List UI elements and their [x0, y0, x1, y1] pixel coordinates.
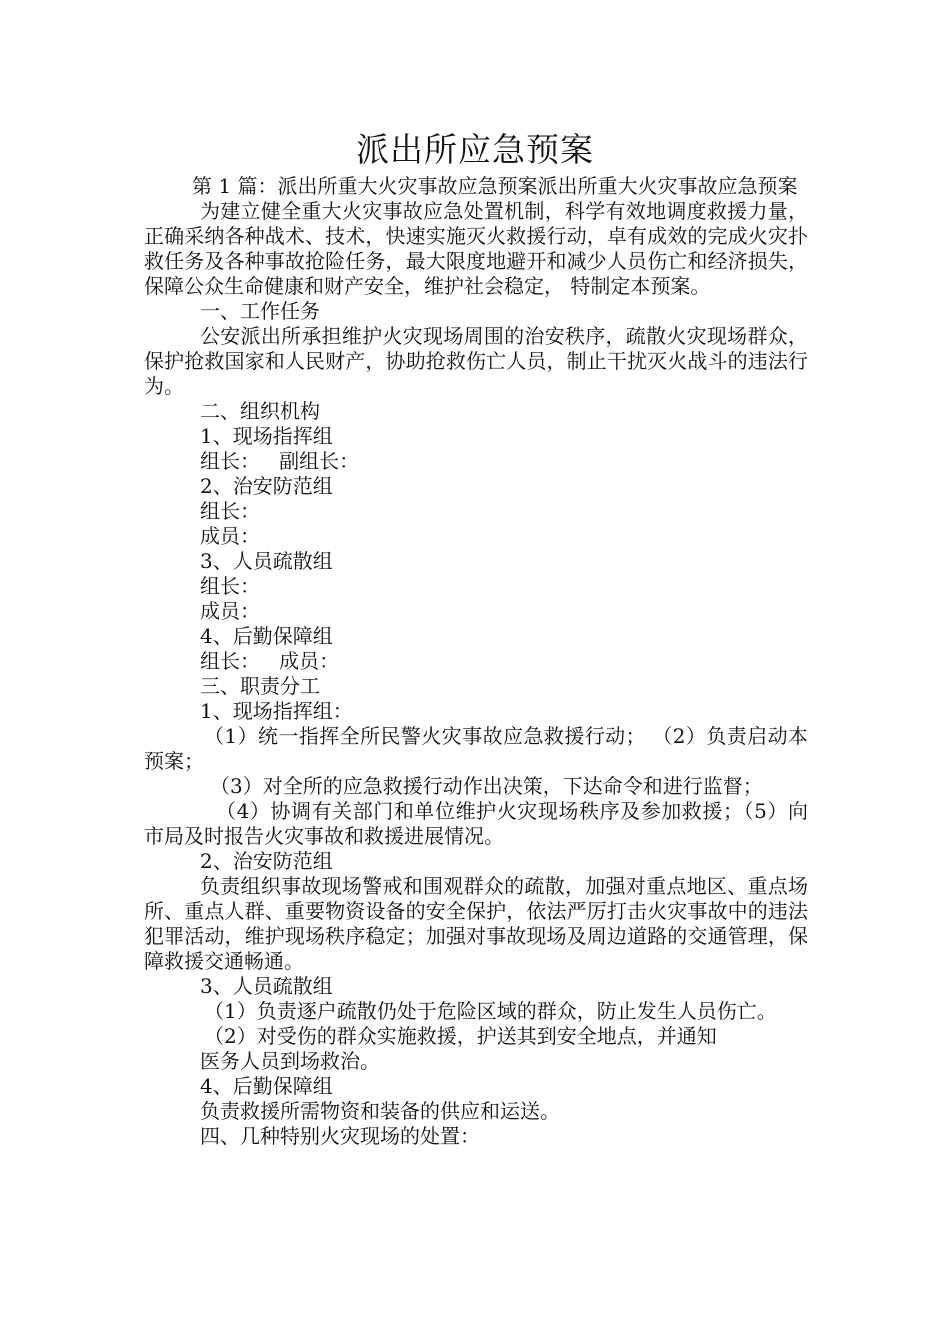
org-security-members: 成员：: [200, 524, 260, 548]
org-command-members: 组长： 副组长：: [200, 449, 360, 473]
duty-evacuation-item-2-cont: 医务人员到场救治。: [200, 1049, 380, 1073]
section-heading-duties: 三、职责分工: [200, 674, 320, 698]
org-item-evacuation: 3、人员疏散组: [200, 549, 333, 573]
duty-logistics-heading: 4、后勤保障组: [200, 1074, 333, 1098]
intro-paragraph: 为建立健全重大火灾事故应急处置机制，科学有效地调度救援力量，正确采纳各种战术、技术，快速实施灭火救援行动，卓有成效的完成火灾扑救任务及各种事故抢险任务，最大限度地避开和减少人员伤亡和经济损失，保障公众生命健康和财产安全，维护社会稳定， 特制定本预案。: [144, 199, 808, 298]
duty-command-item-1-2: （1）统一指挥全所民警火灾事故应急救援行动； （2）负责启动本预案；: [144, 724, 808, 773]
org-security-leader: 组长：: [200, 499, 260, 523]
duty-logistics-paragraph: 负责救援所需物资和装备的供应和运送。: [200, 1099, 560, 1123]
document-body: [144, 174, 808, 1149]
duty-command-item-3: （3）对全所的应急救援行动作出决策，下达命令和进行监督；: [210, 774, 763, 798]
duty-security-paragraph: 负责组织事故现场警戒和围观群众的疏散，加强对重点地区、重点场所、重点人群、重要物资设备的安全保护，依法严厉打击火灾事故中的违法犯罪活动，维护现场秩序稳定；加强对事故现场及周边道路的交通管理，保障救援交通畅通。: [144, 874, 808, 973]
duty-evacuation-heading: 3、人员疏散组: [200, 974, 333, 998]
org-item-command: 1、现场指挥组: [200, 424, 333, 448]
tasks-paragraph: 公安派出所承担维护火灾现场周围的治安秩序，疏散火灾现场群众，保护抢救国家和人民财产，协助抢救伤亡人员，制止干扰灭火战斗的违法行为。: [144, 324, 808, 398]
org-logistics-members: 组长： 成员：: [200, 649, 340, 673]
org-item-logistics: 4、后勤保障组: [200, 624, 333, 648]
duty-evacuation-item-1: （1）负责逐户疏散仍处于危险区域的群众，防止发生人员伤亡。: [204, 999, 777, 1023]
org-evacuation-members: 成员：: [200, 599, 260, 623]
chapter-heading: 第 1 篇：派出所重大火灾事故应急预案派出所重大火灾事故应急预案: [192, 174, 798, 198]
duty-evacuation-item-2: （2）对受伤的群众实施救援，护送其到安全地点，并通知: [204, 1024, 717, 1048]
document-title: 派出所应急预案: [356, 130, 594, 169]
duty-security-heading: 2、治安防范组: [200, 849, 333, 873]
section-heading-tasks: 一、工作任务: [200, 299, 320, 323]
org-evacuation-leader: 组长：: [200, 574, 260, 598]
org-item-security: 2、治安防范组: [200, 474, 333, 498]
section-heading-organization: 二、组织机构: [200, 399, 320, 423]
duty-command-item-4-5: （4）协调有关部门和单位维护火灾现场秩序及参加救援；（5）向市局及时报告火灾事故和救援进展情况。: [144, 799, 808, 848]
section-heading-special-fires: 四、几种特别火灾现场的处置：: [200, 1124, 480, 1148]
duty-command-heading: 1、现场指挥组：: [200, 699, 353, 723]
